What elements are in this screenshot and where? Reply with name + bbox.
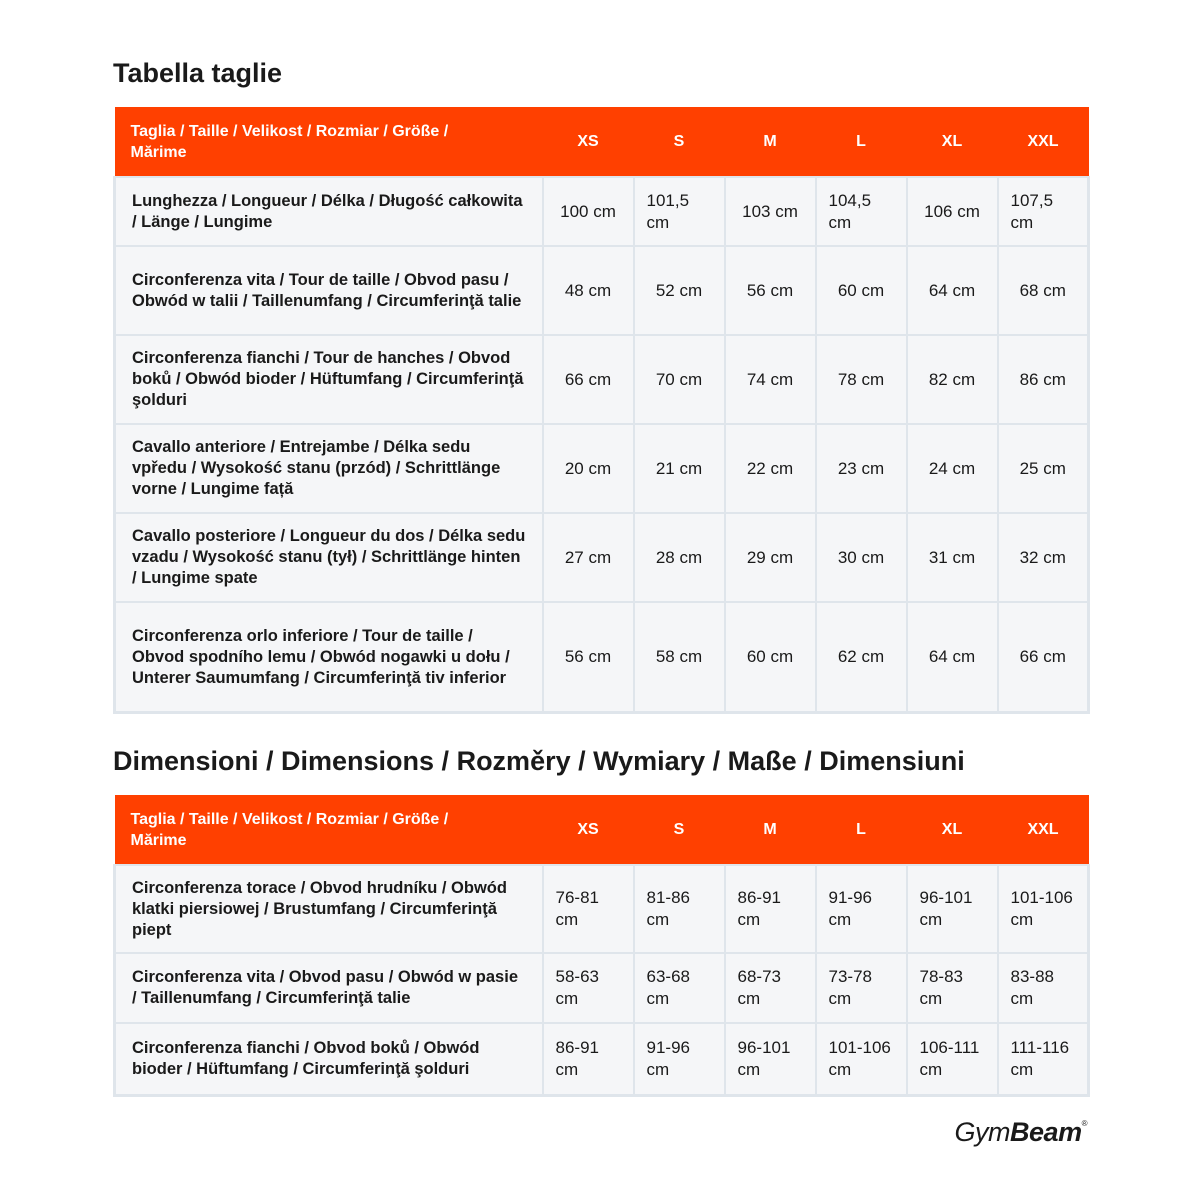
cell-value: 30 cm	[816, 513, 907, 602]
dimensions-table-title: Dimensioni / Dimensions / Rozměry / Wymiary / Maße / Dimensiuni	[113, 746, 965, 776]
cell-value: 60 cm	[725, 602, 816, 713]
table-row	[115, 424, 1089, 513]
cell-value: 91-96 cm	[634, 1023, 725, 1096]
cell-value: 91-96 cm	[816, 865, 907, 953]
cell-value: 56 cm	[725, 246, 816, 335]
cell-value: 74 cm	[725, 335, 816, 424]
cell-value: 66 cm	[543, 335, 634, 424]
cell-value: 68 cm	[998, 246, 1089, 335]
table-row	[115, 602, 1089, 713]
table-row	[115, 953, 1089, 1023]
cell-value: 23 cm	[816, 424, 907, 513]
row-label: Circonferenza fianchi / Obvod boků / Obwód bioder / Hüftumfang / Circumferinţă şolduri	[115, 1023, 543, 1096]
header-size-l: L	[816, 795, 907, 865]
gymbeam-logo	[955, 1117, 1087, 1148]
row-label: Circonferenza vita / Tour de taille / Obvod pasu / Obwód w talii / Taillenumfang / Circumferinţă talie	[115, 246, 543, 335]
row-label: Cavallo posteriore / Longueur du dos / Délka sedu vzadu / Wysokość stanu (tył) / Schrittlänge hinten / Lungime spate	[115, 513, 543, 602]
cell-value: 86-91 cm	[725, 865, 816, 953]
cell-value: 58-63 cm	[543, 953, 634, 1023]
cell-value: 32 cm	[998, 513, 1089, 602]
header-size-xs: XS	[543, 795, 634, 865]
cell-value: 78-83 cm	[907, 953, 998, 1023]
header-size-xxl: XXL	[998, 107, 1089, 177]
cell-value: 104,5 cm	[816, 177, 907, 246]
header-size-xl: XL	[907, 107, 998, 177]
header-size-label: Taglia / Taille / Velikost / Rozmiar / Größe / Mărime	[115, 795, 543, 865]
cell-value: 107,5 cm	[998, 177, 1089, 246]
cell-value: 96-101 cm	[725, 1023, 816, 1096]
cell-value: 101-106 cm	[998, 865, 1089, 953]
cell-value: 64 cm	[907, 602, 998, 713]
table-header-row	[115, 107, 1089, 177]
row-label: Circonferenza torace / Obvod hrudníku / Obwód klatki piersiowej / Brustumfang / Circumferinţă piept	[115, 865, 543, 953]
cell-value: 68-73 cm	[725, 953, 816, 1023]
size-table-title: Tabella taglie	[113, 58, 283, 88]
registered-mark: ®	[1081, 1119, 1087, 1128]
cell-value: 96-101 cm	[907, 865, 998, 953]
cell-value: 31 cm	[907, 513, 998, 602]
cell-value: 76-81 cm	[543, 865, 634, 953]
cell-value: 20 cm	[543, 424, 634, 513]
size-table	[113, 107, 1087, 714]
cell-value: 27 cm	[543, 513, 634, 602]
cell-value: 86 cm	[998, 335, 1089, 424]
row-label: Cavallo anteriore / Entrejambe / Délka sedu vpředu / Wysokość stanu (przód) / Schrittlänge vorne / Lungime față	[115, 424, 543, 513]
cell-value: 29 cm	[725, 513, 816, 602]
row-label: Circonferenza fianchi / Tour de hanches / Obvod boků / Obwód bioder / Hüftumfang / Circumferinţă şolduri	[115, 335, 543, 424]
logo-text-gym: Gym	[954, 1117, 1011, 1147]
cell-value: 70 cm	[634, 335, 725, 424]
cell-value: 58 cm	[634, 602, 725, 713]
dimensions-table	[113, 795, 1087, 1097]
cell-value: 66 cm	[998, 602, 1089, 713]
row-label: Circonferenza vita / Obvod pasu / Obwód w pasie / Taillenumfang / Circumferinţă talie	[115, 953, 543, 1023]
table-row	[115, 513, 1089, 602]
logo-text-beam: Beam	[1010, 1117, 1082, 1147]
header-size-xl: XL	[907, 795, 998, 865]
header-size-xxl: XXL	[998, 795, 1089, 865]
cell-value: 106 cm	[907, 177, 998, 246]
cell-value: 81-86 cm	[634, 865, 725, 953]
cell-value: 22 cm	[725, 424, 816, 513]
cell-value: 56 cm	[543, 602, 634, 713]
cell-value: 111-116 cm	[998, 1023, 1089, 1096]
table-row	[115, 865, 1089, 953]
table-row	[115, 1023, 1089, 1096]
cell-value: 28 cm	[634, 513, 725, 602]
table-row	[115, 246, 1089, 335]
cell-value: 101,5 cm	[634, 177, 725, 246]
table-row	[115, 177, 1089, 246]
cell-value: 86-91 cm	[543, 1023, 634, 1096]
row-label: Lunghezza / Longueur / Délka / Długość całkowita / Länge / Lungime	[115, 177, 543, 246]
cell-value: 82 cm	[907, 335, 998, 424]
cell-value: 63-68 cm	[634, 953, 725, 1023]
cell-value: 78 cm	[816, 335, 907, 424]
cell-value: 21 cm	[634, 424, 725, 513]
header-size-m: M	[725, 107, 816, 177]
cell-value: 25 cm	[998, 424, 1089, 513]
cell-value: 52 cm	[634, 246, 725, 335]
cell-value: 100 cm	[543, 177, 634, 246]
cell-value: 24 cm	[907, 424, 998, 513]
cell-value: 106-111 cm	[907, 1023, 998, 1096]
cell-value: 83-88 cm	[998, 953, 1089, 1023]
header-size-m: M	[725, 795, 816, 865]
header-size-xs: XS	[543, 107, 634, 177]
header-size-l: L	[816, 107, 907, 177]
cell-value: 73-78 cm	[816, 953, 907, 1023]
row-label: Circonferenza orlo inferiore / Tour de taille / Obvod spodního lemu / Obwód nogawki u dołu / Unterer Saumumfang / Circumferinţă tiv inferior	[115, 602, 543, 713]
cell-value: 103 cm	[725, 177, 816, 246]
header-size-s: S	[634, 795, 725, 865]
table-row	[115, 335, 1089, 424]
cell-value: 62 cm	[816, 602, 907, 713]
cell-value: 64 cm	[907, 246, 998, 335]
cell-value: 101-106 cm	[816, 1023, 907, 1096]
header-size-label: Taglia / Taille / Velikost / Rozmiar / Größe / Mărime	[115, 107, 543, 177]
cell-value: 60 cm	[816, 246, 907, 335]
cell-value: 48 cm	[543, 246, 634, 335]
header-size-s: S	[634, 107, 725, 177]
table-header-row	[115, 795, 1089, 865]
